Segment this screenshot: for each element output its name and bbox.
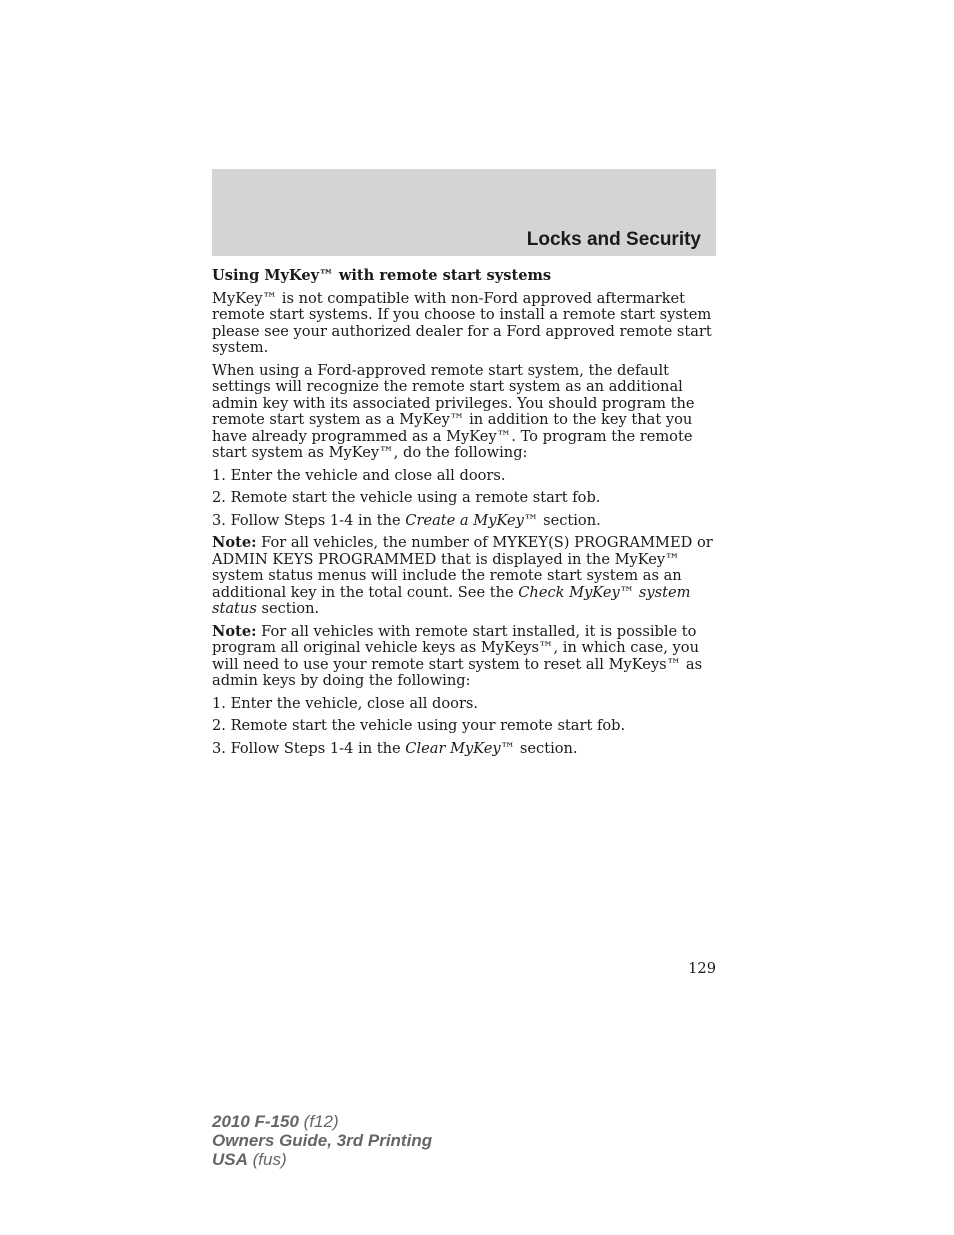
step-text: 3. Follow Steps 1-4 in the [212, 511, 406, 529]
note-label: Note: [212, 534, 257, 551]
step-text: 3. Follow Steps 1-4 in the [212, 739, 406, 757]
section-reference: Check MyKey™ system status [212, 583, 691, 617]
paragraph-programming: When using a Ford-approved remote start system, the default settings will recognize the remote start system as an additional admin key with its associated privileges. You should program the remote start system as a MyKey™ in addition to the key that you have already programmed as a MyKey™. To program the remote start system as MyKey™, do the following: [212, 361, 695, 461]
footer-model-code: (f12) [298, 1112, 339, 1131]
note-paragraph [212, 535, 718, 618]
step-text: section. [515, 739, 578, 757]
step-item: 2. Remote start the vehicle using a remote start fob. [212, 489, 601, 506]
section-heading: Using MyKey™ with remote start systems [212, 267, 552, 284]
step-item [212, 513, 718, 530]
note-text: section. [256, 600, 320, 617]
note-label: Note: [212, 622, 257, 640]
step-item [212, 741, 718, 758]
step-text: section. [538, 511, 601, 529]
footer-region-code: (fus) [247, 1150, 287, 1169]
paragraph-compatibility: MyKey™ is not compatible with non-Ford approved aftermarket remote start systems. If you choose to install a remote start system please see your authorized dealer for a Ford approved remote start system. [212, 289, 712, 356]
footer-publication-info [212, 1112, 432, 1169]
note-text: For all vehicles with remote start installed, it is possible to program all original vehicle keys as MyKeys™, in which case, you will need to use your remote start system to reset all MyKeys™ as admin keys by doing the following: [212, 622, 703, 689]
page-number: 129 [688, 960, 716, 977]
footer-model: 2010 F-150 [212, 1112, 299, 1131]
chapter-title: Locks and Security [526, 229, 701, 250]
footer-region-line [212, 1150, 432, 1169]
chapter-header-band [212, 169, 716, 256]
footer-model-line [212, 1112, 432, 1131]
step-item: 1. Enter the vehicle and close all doors. [212, 466, 506, 484]
note-paragraph [212, 624, 718, 690]
footer-guide-line: Owners Guide, 3rd Printing [212, 1131, 433, 1150]
page-content [212, 268, 718, 763]
section-reference: Create a MyKey™ [405, 511, 539, 529]
section-reference: Clear MyKey™ [405, 739, 516, 757]
footer-region: USA [212, 1150, 248, 1169]
step-item: 1. Enter the vehicle, close all doors. [212, 694, 479, 712]
note-text: For all vehicles, the number of MYKEY(S) PROGRAMMED or ADMIN KEYS PROGRAMMED that is displayed in the MyKey™ system status menus will include the remote start system as an additional key in the total count. See the [212, 534, 713, 601]
step-item: 2. Remote start the vehicle using your remote start fob. [212, 717, 626, 734]
